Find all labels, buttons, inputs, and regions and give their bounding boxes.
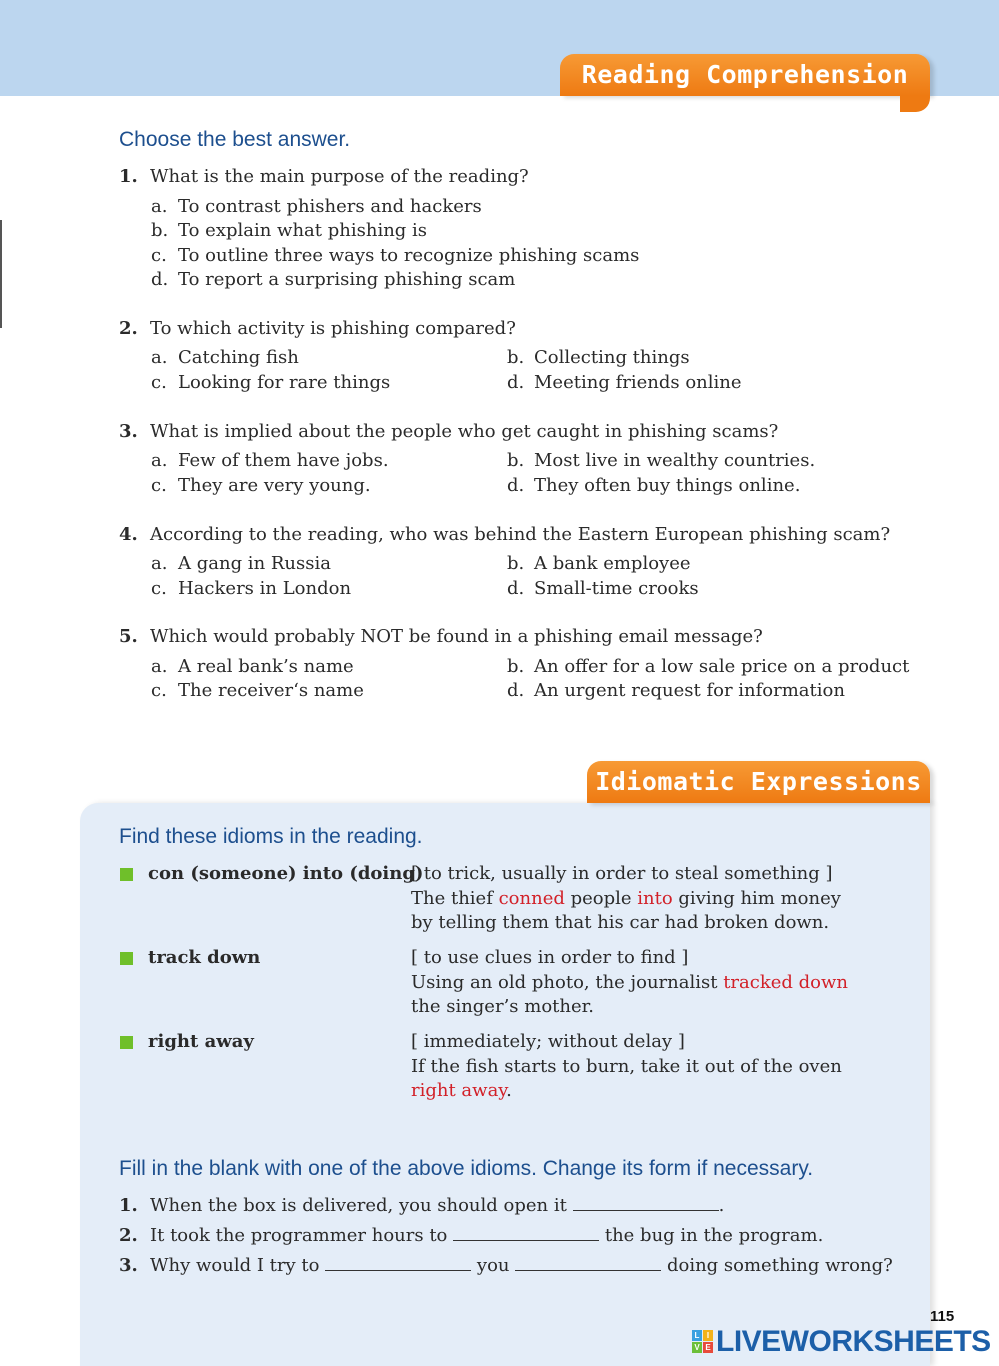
section-heading-choose: Choose the best answer. — [119, 128, 351, 151]
option-4a[interactable]: a. A gang in Russia — [151, 553, 331, 574]
option-5b[interactable]: b. An offer for a low sale price on a product — [507, 656, 910, 677]
question-2: 2. To which activity is phishing compared? — [119, 318, 516, 339]
option-2c[interactable]: c. Looking for rare things — [151, 372, 391, 393]
option-3c[interactable]: c. They are very young. — [151, 475, 371, 496]
logo-grid-icon: L I V E — [692, 1330, 714, 1354]
option-5a[interactable]: a. A real bank’s name — [151, 656, 354, 677]
logo-text: LIVEWORKSHEETS — [716, 1325, 991, 1358]
question-4: 4. According to the reading, who was behind the Eastern European phishing scam? — [119, 524, 891, 545]
blank-input[interactable] — [453, 1226, 599, 1241]
option-4b[interactable]: b. A bank employee — [507, 553, 691, 574]
option-5c[interactable]: c. The receiver‘s name — [151, 680, 364, 701]
idiom-term-track-down: track down — [148, 947, 261, 968]
option-1a[interactable]: a. To contrast phishers and hackers — [151, 196, 482, 217]
option-3a[interactable]: a. Few of them have jobs. — [151, 450, 389, 471]
idiom-bullet — [120, 952, 133, 965]
option-2a[interactable]: a. Catching fish — [151, 347, 299, 368]
option-2b[interactable]: b. Collecting things — [507, 347, 690, 368]
idiom-term-right-away: right away — [148, 1031, 254, 1052]
idiom-definition-con: [ to trick, usually in order to steal something ] The thief conned people into giving him money by telling them that his car had broken down. — [411, 863, 841, 933]
idiom-definition-right-away: [ immediately; without delay ] If the fish starts to burn, take it out of the oven right away. — [411, 1031, 842, 1101]
blank-input[interactable] — [325, 1256, 471, 1271]
page-edge-mark — [0, 220, 2, 328]
idiom-term-con: con (someone) into (doing) — [148, 863, 424, 884]
blank-input[interactable] — [515, 1256, 661, 1271]
page-number: 115 — [930, 1308, 955, 1325]
fill-item-3: 3. Why would I try to you doing something wrong? — [119, 1255, 893, 1276]
option-4c[interactable]: c. Hackers in London — [151, 578, 352, 599]
section-heading-fill-blank: Fill in the blank with one of the above idioms. Change its form if necessary. — [119, 1157, 814, 1180]
section-heading-find-idioms: Find these idioms in the reading. — [119, 825, 423, 848]
option-3d[interactable]: d. They often buy things online. — [507, 475, 801, 496]
fill-item-1: 1. When the box is delivered, you should open it . — [119, 1195, 725, 1216]
fill-item-2: 2. It took the programmer hours to the bug in the program. — [119, 1225, 824, 1246]
reading-comprehension-tab: Reading Comprehension — [560, 54, 930, 96]
blank-input[interactable] — [573, 1196, 719, 1211]
idiom-definition-track-down: [ to use clues in order to find ] Using an old photo, the journalist tracked down the singer’s mother. — [411, 947, 849, 1017]
idiomatic-expressions-tab: Idiomatic Expressions — [587, 761, 930, 803]
idiom-bullet — [120, 868, 133, 881]
option-1d[interactable]: d. To report a surprising phishing scam — [151, 269, 516, 290]
option-5d[interactable]: d. An urgent request for information — [507, 680, 845, 701]
question-5: 5. Which would probably NOT be found in a phishing email message? — [119, 626, 763, 647]
option-2d[interactable]: d. Meeting friends online — [507, 372, 742, 393]
question-3: 3. What is implied about the people who get caught in phishing scams? — [119, 421, 779, 442]
option-1c[interactable]: c. To outline three ways to recognize phishing scams — [151, 245, 640, 266]
question-1: 1. What is the main purpose of the reading? — [119, 166, 529, 187]
option-3b[interactable]: b. Most live in wealthy countries. — [507, 450, 816, 471]
option-1b[interactable]: b. To explain what phishing is — [151, 220, 428, 241]
option-4d[interactable]: d. Small-time crooks — [507, 578, 699, 599]
tab-shelf — [900, 96, 930, 112]
idiom-bullet — [120, 1036, 133, 1049]
